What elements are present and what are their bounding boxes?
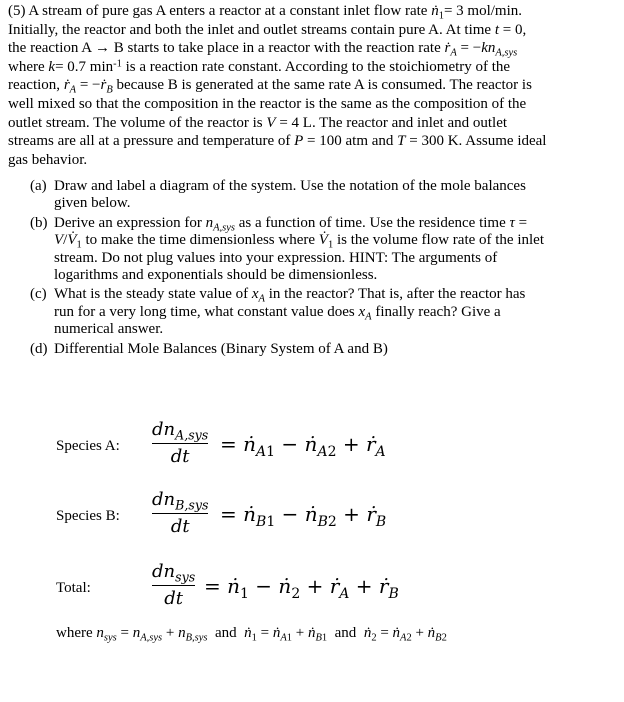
part-line: $V/V̇_1$ to make the time dimensionless where $V̇_1$ is the volume flow rate of the inlet (54, 232, 544, 251)
intro-line: well mixed so that the composition in the reactor is the same as the composition of the (8, 95, 527, 112)
intro-line: outlet stream. The volume of the reactor is V = 4 L. The reactor and inlet and outlet (8, 114, 508, 131)
species-label: Total: (56, 580, 91, 596)
part-label: (b) (30, 214, 48, 231)
part-line: Draw and label a diagram of the system. Use the notation of the mole balances (54, 178, 526, 194)
part-d (30, 341, 610, 358)
numerator: $dn_{sys}$ (152, 561, 196, 585)
intro-line: the reaction A → B starts to take place in a reactor with the reaction rate ṙ$_A$ = $-kn_{A,sys}$ (8, 40, 518, 59)
equation-rhs: = ṅ$_1$ − ṅ$_2$ + ṙ$_A$ + ṙ$_B$ (204, 574, 399, 602)
part-line: Derive an expression for $n_{A,sys}$ as a function of time. Use the residence time τ = (54, 214, 528, 234)
fraction-bar (152, 585, 195, 586)
part-line: numerical answer. (54, 321, 164, 338)
numerator: $dn_{B,sys}$ (152, 489, 209, 513)
species-label: Species B: (56, 508, 120, 524)
part-line: logarithms and exponentials should be dimensionless. (54, 267, 378, 284)
problem-parts (30, 178, 610, 360)
denominator: dt (164, 588, 183, 609)
intro-line: gas behavior. (8, 151, 88, 168)
part-a (30, 178, 610, 213)
fraction-bar (152, 513, 208, 514)
intro-line: reaction, ṙ$_A$ = −ṙ$_B$ because B is generated at the same rate A is consumed. The reactor is (8, 77, 532, 97)
denominator: dt (170, 516, 190, 537)
intro-line: where k= 0.7 $\min^{-1}$ is a reaction rate constant. According to the stoichiometry of the (8, 58, 511, 75)
fraction (152, 562, 195, 609)
problem-intro (8, 2, 618, 169)
part-line: What is the steady state value of $x_A$ in the reactor? That is, after the reactor has (54, 286, 526, 306)
part-line: stream. Do not plug values into your expression. HINT: The arguments of (54, 249, 498, 266)
intro-line: Initially, the reactor and both the inlet and outlet streams contain pure A. At time t = 0, (8, 21, 527, 38)
intro-line: streams are all at a pressure and temperature of P = 100 atm and T = 300 K. Assume ideal (8, 133, 547, 150)
part-c (30, 286, 610, 338)
part-line: run for a very long time, what constant value does $x_A$ finally reach? Give a (54, 303, 501, 323)
part-b (30, 215, 610, 285)
definitions-footer: where $n_{sys} = n_{A,sys} + n_{B,sys}$ and ṅ$_1$ = ṅ$_{A1}$ + ṅ$_{B1}$ and ṅ$_2$ = ṅ$_{A2}$ + ṅ$_{B2}$ (56, 625, 447, 644)
part-label: (d) (30, 340, 48, 357)
fraction-bar (152, 443, 208, 444)
intro-line: (5) A stream of pure gas A enters a reactor at a constant inlet flow rate ṅ$_1$= 3 mol/min. (8, 3, 522, 22)
numerator: $dn_{A,sys}$ (152, 419, 209, 443)
part-line: Differential Mole Balances (Binary System of A and B) (54, 340, 388, 357)
equation-rhs: = ṅ$_{B1}$ − ṅ$_{B2}$ + ṙ$_B$ (220, 502, 387, 530)
fraction (152, 420, 208, 467)
part-label: (a) (30, 178, 47, 194)
equation-rhs: = ṅ$_{A1}$ − ṅ$_{A2}$ + ṙ$_A$ (220, 432, 386, 460)
part-label: (c) (30, 286, 47, 303)
species-label: Species A: (56, 438, 120, 454)
denominator: dt (170, 446, 190, 467)
part-line: given below. (54, 195, 131, 212)
fraction (152, 490, 208, 537)
